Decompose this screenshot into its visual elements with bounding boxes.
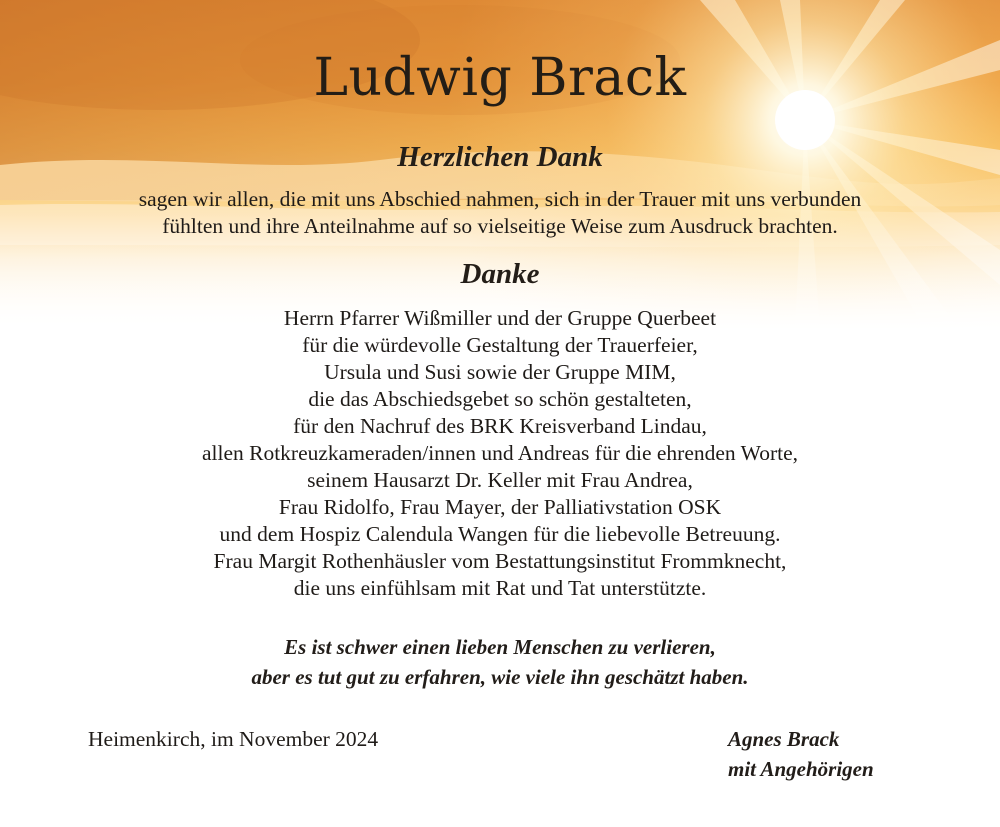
closing-quote xyxy=(0,632,1000,692)
thanks-line: seinem Hausarzt Dr. Keller mit Frau Andrea, xyxy=(307,468,693,492)
thanks-line: allen Rotkreuzkameraden/innen und Andreas für die ehrenden Worte, xyxy=(201,441,799,465)
thanks-line: und dem Hospiz Calendula Wangen für die liebevolle Betreuung. xyxy=(219,522,781,546)
signature xyxy=(728,724,874,784)
signature-line: Agnes Brack xyxy=(728,727,840,751)
signature-line: mit Angehörigen xyxy=(728,757,874,781)
thanks-line: Herrn Pfarrer Wißmiller und der Gruppe Querbeet xyxy=(283,306,717,330)
quote-line: Es ist schwer einen lieben Menschen zu verlieren, xyxy=(284,635,716,659)
thanks-line: für die würdevolle Gestaltung der Trauerfeier, xyxy=(302,333,698,357)
intro-text xyxy=(0,186,1000,240)
thanks-line: Frau Ridolfo, Frau Mayer, der Palliativstation OSK xyxy=(278,495,722,519)
heading-herzlichen-dank: Herzlichen Dank xyxy=(397,141,603,173)
thanks-line: Frau Margit Rothenhäusler vom Bestattungsinstitut Frommknecht, xyxy=(213,549,787,573)
intro-line: sagen wir allen, die mit uns Abschied nahmen, sich in der Trauer mit uns verbunden xyxy=(138,187,862,211)
thanks-line: die das Abschiedsgebet so schön gestalteten, xyxy=(308,387,692,411)
thanks-line: Ursula und Susi sowie der Gruppe MIM, xyxy=(324,360,676,384)
thanks-line: für den Nachruf des BRK Kreisverband Lindau, xyxy=(293,414,707,438)
place-and-date: Heimenkirch, im November 2024 xyxy=(88,727,379,751)
quote-line: aber es tut gut zu erfahren, wie viele ihn geschätzt haben. xyxy=(251,665,749,689)
thanks-line: die uns einfühlsam mit Rat und Tat unterstützte. xyxy=(293,576,707,600)
intro-line: fühlten und ihre Anteilnahme auf so vielseitige Weise zum Ausdruck brachten. xyxy=(162,214,838,238)
thanks-list xyxy=(0,305,1000,602)
deceased-name: Ludwig Brack xyxy=(313,48,687,108)
heading-danke: Danke xyxy=(460,258,540,290)
